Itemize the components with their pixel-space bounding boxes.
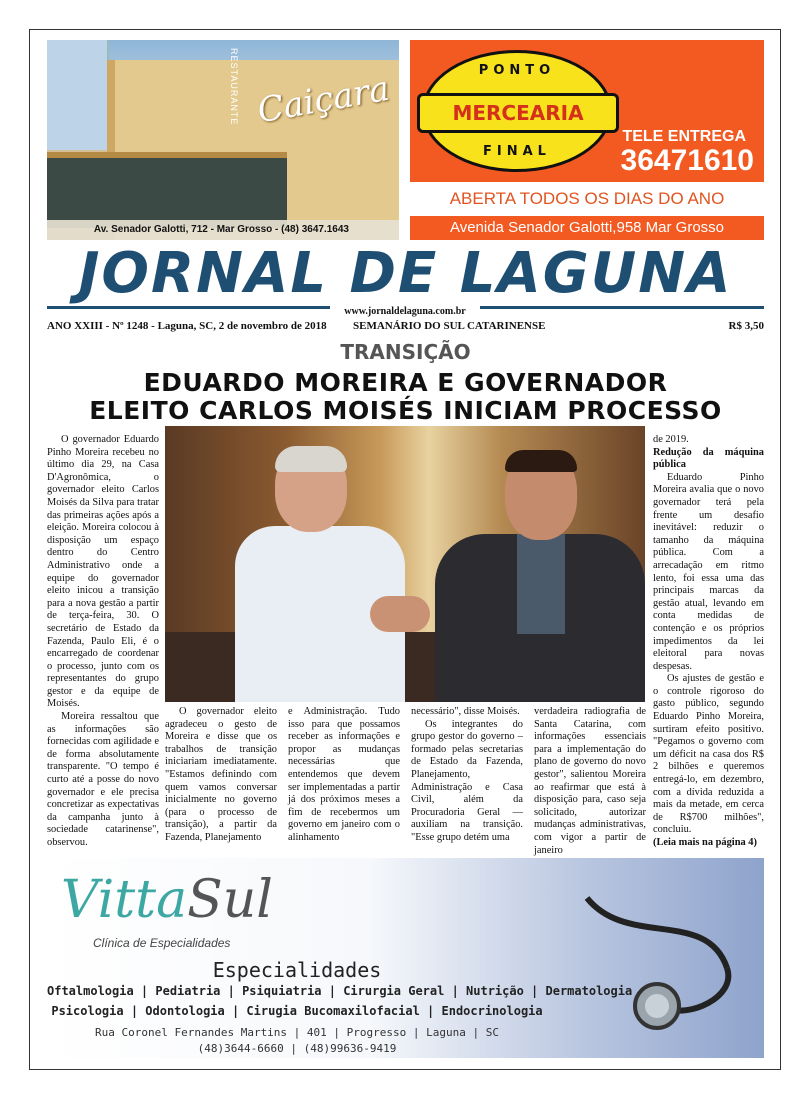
article-column-4 [411, 706, 523, 845]
specialties-heading: Especialidades [212, 958, 382, 982]
article-column-2 [165, 706, 277, 845]
article-photo [165, 426, 645, 702]
edition-info: ANO XXIII - Nº 1248 - Laguna, SC, 2 de novembro de 2018 [47, 320, 327, 332]
logo-top-word: PONTO [478, 63, 556, 78]
photo-person-right [435, 450, 645, 702]
col4-paragraph-1: necessário", disse Moisés. [411, 706, 520, 717]
col2-paragraph-1: O governador eleito agradeceu o gesto de Moreira e disse que os trabalhos de transição iniciariam imediatamente. "Estamos definindo com quem vamos conversar inicialmente no governo (para o processo de transição), a partir da Fazenda, Planejamento [165, 706, 277, 843]
col4-paragraph-2: Os integrantes do grupo gestor do governo – formado pelas secretarias de Estado da Fazenda, Planejamento, Administração e Casa Civil, além da Procuradoria Geral — auxiliam na transição. "Esse grupo detém uma [411, 718, 523, 843]
specialties-line-1: Oftalmologia | Pediatria | Psiquiatria | Cirurgia Geral | Nutrição | Dermatologia [47, 984, 633, 998]
article-column-5 [534, 706, 646, 857]
headline-line-2: ELEITO CARLOS MOISÉS INICIAM PROCESSO [89, 396, 722, 425]
vitta-logo-a: Vitta [61, 870, 188, 930]
article-column-1 [47, 434, 159, 854]
restaurant-sign: Caiçara [254, 68, 393, 132]
restaurant-windows [47, 152, 287, 228]
article-column-3 [288, 706, 400, 845]
person-left-hair [275, 446, 347, 472]
vittasul-phones: (48)3644-6660 | (48)99636-9419 [197, 1042, 397, 1055]
logo-bottom-word: FINAL [483, 144, 551, 159]
newspaper-url[interactable]: www.jornaldelaguna.com.br [330, 306, 480, 317]
vitta-logo-b: Sul [187, 870, 273, 930]
restaurant-caption: Av. Senador Galotti, 712 - Mar Grosso - (48) 3647.1643 [47, 220, 399, 240]
vittasul-address: Rua Coronel Fernandes Martins | 401 | Progresso | Laguna | SC [95, 1026, 499, 1039]
col6-paragraph-0: de 2019. [653, 434, 689, 445]
restaurant-vertical-sign: RESTAURANTE [229, 48, 239, 126]
mercearia-logo [422, 50, 612, 172]
tagline: SEMANÁRIO DO SUL CATARINENSE [353, 320, 546, 332]
mercearia-ad [410, 40, 764, 240]
specialties-line-2: Psicologia | Odontologia | Cirugia Bucomaxilofacial | Endocrinologia [51, 1004, 543, 1018]
col1-paragraph-1: O governador Eduardo Pinho Moreira recebeu no último dia 29, na Casa D'Agronômica, o governador eleito Carlos Moisés da Silva para tratar das primeiras ações após a eleição. Moreira colocou à disposição um espaço dentro do Centro Administrativo onde a equipe do governador eleito inicou a transição para a nova gestão a partir de terça-feira, 30. O secretário de Estado da Fazenda, Paulo Eli, é o encarregado de coordenar o processo, junto com os representantes do grupo gestor e da equipe de Moisés. [47, 434, 159, 710]
mercearia-hours: ABERTA TODOS OS DIAS DO ANO [410, 182, 764, 216]
stethoscope-icon [567, 888, 747, 1038]
photo-person-left [235, 446, 405, 702]
col6-paragraph-2: Os ajustes de gestão e o controle rigoroso do gasto público, segundo Eduardo Pinho Moreira, surtiram efeito positivo. "Pegamos o governo com um déficit na casa dos R$ 2 bilhões e queremos entregá-lo, em dezembro, com a dívida reduzida a mais da metade, em cerca de R$700 milhões", concluiu. [653, 673, 764, 836]
col6-paragraph-1: Eduardo Pinho Moreira avalia que o novo governador terá pela frente um desafio inevitável: reduzir o tamanho da máquina pública. Com a arrecadação em ritmo lento, foi essa uma das principais marcas da gestão atual, levando em conta medidas de contenção e os próprios impedimentos da lei eleitoral para novas despesas. [653, 471, 764, 672]
price: R$ 3,50 [728, 320, 764, 332]
mercearia-address: Avenida Senador Galotti,958 Mar Grosso [449, 219, 725, 236]
col3-paragraph-1: e Administração. Tudo isso para que possamos receber as informações e propor as mudanças necessárias que entendemos que devem ser implementadas a partir já dos próximos meses a fim de recebermos um governo em janeiro com o alinhamento [288, 706, 400, 843]
article-column-6 [653, 434, 764, 850]
kicker: TRANSIÇÃO [340, 340, 471, 364]
vittasul-ad [47, 858, 764, 1058]
vittasul-subtitle: Clínica de Especialidades [93, 936, 231, 950]
person-right-shirt [517, 534, 565, 634]
col1-paragraph-2: Moreira ressaltou que as informações são fornecidas com agilidade e de forma absolutamente transparente. "O tempo é curto até a posse do novo governador e ele precisa concretizar as expectativas da campanha junto à sociedade catarinense", observou. [47, 711, 159, 848]
vittasul-logo [61, 870, 273, 930]
mercearia-phone: 36471610 [620, 144, 754, 177]
building-tower [47, 40, 109, 150]
col5-paragraph-1: verdadeira radiografia de Santa Catarina, com informações essenciais para a implementação do plano de governo do novo gestor", salientou Moreira ao reafirmar que está à disposição para, caso seja solicitado, autorizar mudanças administrativas, com vigor a partir de janeiro [534, 706, 646, 856]
handshake [370, 596, 430, 632]
person-right-hair [505, 450, 577, 472]
newspaper-title: JORNAL DE LAGUNA [78, 241, 733, 306]
tele-entrega-label: TELE ENTREGA [622, 128, 746, 145]
read-more-link[interactable]: (Leia mais na página 4) [653, 837, 757, 848]
logo-banner: MERCEARIA [417, 93, 619, 133]
headline-line-1: EDUARDO MOREIRA E GOVERNADOR [143, 368, 668, 397]
col6-subheading: Redução da máquina pública [653, 446, 764, 471]
restaurant-ad [47, 40, 399, 240]
